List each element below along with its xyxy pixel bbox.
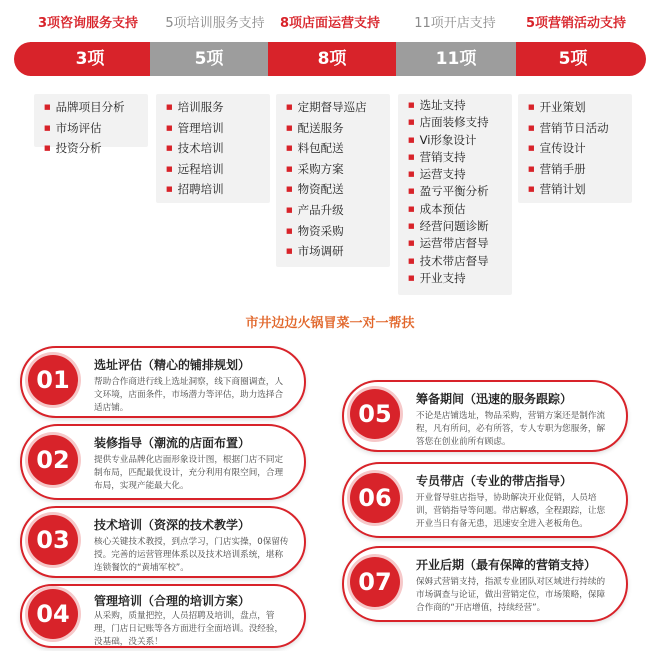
list-item: ■ 产品升级 xyxy=(286,200,390,221)
step-title: 技术培训（资深的技术教学） xyxy=(94,518,251,532)
category-title-marketing: 5项营销活动支持 xyxy=(525,16,627,31)
step-description: 不论是店铺选址，物品采购，营销方案还是制作流程，凡有所问，必有所答，专人专职为您服务，解答您在创业前所有顾虑。 xyxy=(416,411,606,447)
step-card-07 xyxy=(342,546,628,622)
list-item: ■ 管理培训 xyxy=(166,118,270,139)
list-item: ■ 料包配送 xyxy=(286,138,390,159)
category-title-training: 5项培训服务支持 xyxy=(165,16,265,31)
list-item: ■ 远程培训 xyxy=(166,159,270,180)
step-card-02 xyxy=(20,424,306,500)
count-segment-opening: 11项 xyxy=(396,42,516,76)
step-number-badge: 02 xyxy=(28,435,78,485)
step-title: 选址评估（精心的铺排规划） xyxy=(94,358,251,372)
category-list-opening xyxy=(398,94,512,295)
step-description: 从采购，质量把控，人员招聘及培训，盘点，管理，门店日记账等各方面进行全面培训。没经验，没基础，没关系！ xyxy=(94,611,284,647)
category-title-operations: 8项店面运营支持 xyxy=(279,16,381,31)
list-item: ■ 店面装修支持 xyxy=(408,114,512,131)
list-item: ■ 运营带店督导 xyxy=(408,235,512,252)
list-item: ■ 市场调研 xyxy=(286,241,390,262)
step-title: 专员带店（专业的带店指导） xyxy=(416,474,573,488)
step-description: 开业督导驻店指导，协助解决开业促销，人员培训，营销指导等问题。带店解惑，全程跟踪，让您开业当日有备无患，迅速安全进入老板角色。 xyxy=(416,493,606,529)
list-item: ■ Vi形象设计 xyxy=(408,132,512,149)
category-title-consulting: 3项咨询服务支持 xyxy=(37,16,139,31)
section-subtitle: 市井边边火锅冒菜一对一帮扶 xyxy=(245,316,415,331)
list-item: ■ 开业支持 xyxy=(408,270,512,287)
step-title: 管理培训（合理的培训方案） xyxy=(94,594,251,608)
step-number-badge: 06 xyxy=(350,473,400,523)
list-item: ■ 品牌项目分析 xyxy=(44,97,148,118)
step-card-04 xyxy=(20,584,306,648)
list-item: ■ 营销节日活动 xyxy=(528,118,632,139)
count-bar-right-cap xyxy=(612,42,646,76)
list-item: ■ 盈亏平衡分析 xyxy=(408,183,512,200)
step-number-badge: 03 xyxy=(28,515,78,565)
step-card-03 xyxy=(20,506,306,578)
count-segment-consulting: 3项 xyxy=(30,42,150,76)
step-card-01 xyxy=(20,346,306,418)
count-segment-training: 5项 xyxy=(150,42,268,76)
step-card-05 xyxy=(342,380,628,452)
list-item: ■ 市场评估 xyxy=(44,118,148,139)
list-item: ■ 招聘培训 xyxy=(166,179,270,200)
list-item: ■ 采购方案 xyxy=(286,159,390,180)
step-title: 筹备期间（迅速的服务跟踪） xyxy=(416,392,573,406)
list-item: ■ 运营支持 xyxy=(408,166,512,183)
step-title: 装修指导（潮流的店面布置） xyxy=(94,436,251,450)
category-list-training xyxy=(156,94,270,203)
step-number-badge: 01 xyxy=(28,355,78,405)
list-item: ■ 营销计划 xyxy=(528,179,632,200)
step-description: 核心关键技术教授，到点学习，门店实操，0保留传授。完善的运营管理体系以及技术培训系统，堪称连锁餐饮的“黄埔军校”。 xyxy=(94,537,289,573)
category-list-consulting xyxy=(34,94,148,156)
list-item: ■ 投资分析 xyxy=(44,138,148,159)
list-item: ■ 宣传设计 xyxy=(528,138,632,159)
list-item: ■ 物资采购 xyxy=(286,221,390,242)
list-item: ■ 配送服务 xyxy=(286,118,390,139)
step-number-badge: 04 xyxy=(28,589,78,639)
count-segment-operations: 8项 xyxy=(268,42,396,76)
list-item: ■ 营销手册 xyxy=(528,159,632,180)
list-item: ■ 选址支持 xyxy=(408,97,512,114)
step-description: 提供专业品牌化店面形象设计图，根据门店不同定制布局，匹配最优设计，充分利用有限空间，合理布局，实现产能最大化。 xyxy=(94,455,284,491)
list-item: ■ 技术带店督导 xyxy=(408,253,512,270)
category-list-operations xyxy=(276,94,390,267)
category-title-opening: 11项开店支持 xyxy=(414,16,496,31)
step-number-badge: 05 xyxy=(350,389,400,439)
list-item: ■ 成本预估 xyxy=(408,201,512,218)
list-item: ■ 培训服务 xyxy=(166,97,270,118)
list-item: ■ 营销支持 xyxy=(408,149,512,166)
count-segment-marketing: 5项 xyxy=(516,42,630,76)
category-list-marketing xyxy=(518,94,632,203)
step-card-06 xyxy=(342,462,628,538)
list-item: ■ 定期督导巡店 xyxy=(286,97,390,118)
step-description: 保姆式营销支持，指派专业团队对区域进行持续的市场调查与论证，做出营销定位，市场策略，保障合作商的“开店增值，持续经营”。 xyxy=(416,577,606,613)
list-item: ■ 物资配送 xyxy=(286,179,390,200)
list-item: ■ 经营问题诊断 xyxy=(408,218,512,235)
list-item: ■ 开业策划 xyxy=(528,97,632,118)
list-item: ■ 技术培训 xyxy=(166,138,270,159)
step-title: 开业后期（最有保障的营销支持） xyxy=(416,558,597,572)
step-number-badge: 07 xyxy=(350,557,400,607)
step-description: 帮助合作商进行线上选址洞察，线下商圈调查，人文环境，店面条件，市场潜力等评估，助力选择合适店铺。 xyxy=(94,377,284,413)
